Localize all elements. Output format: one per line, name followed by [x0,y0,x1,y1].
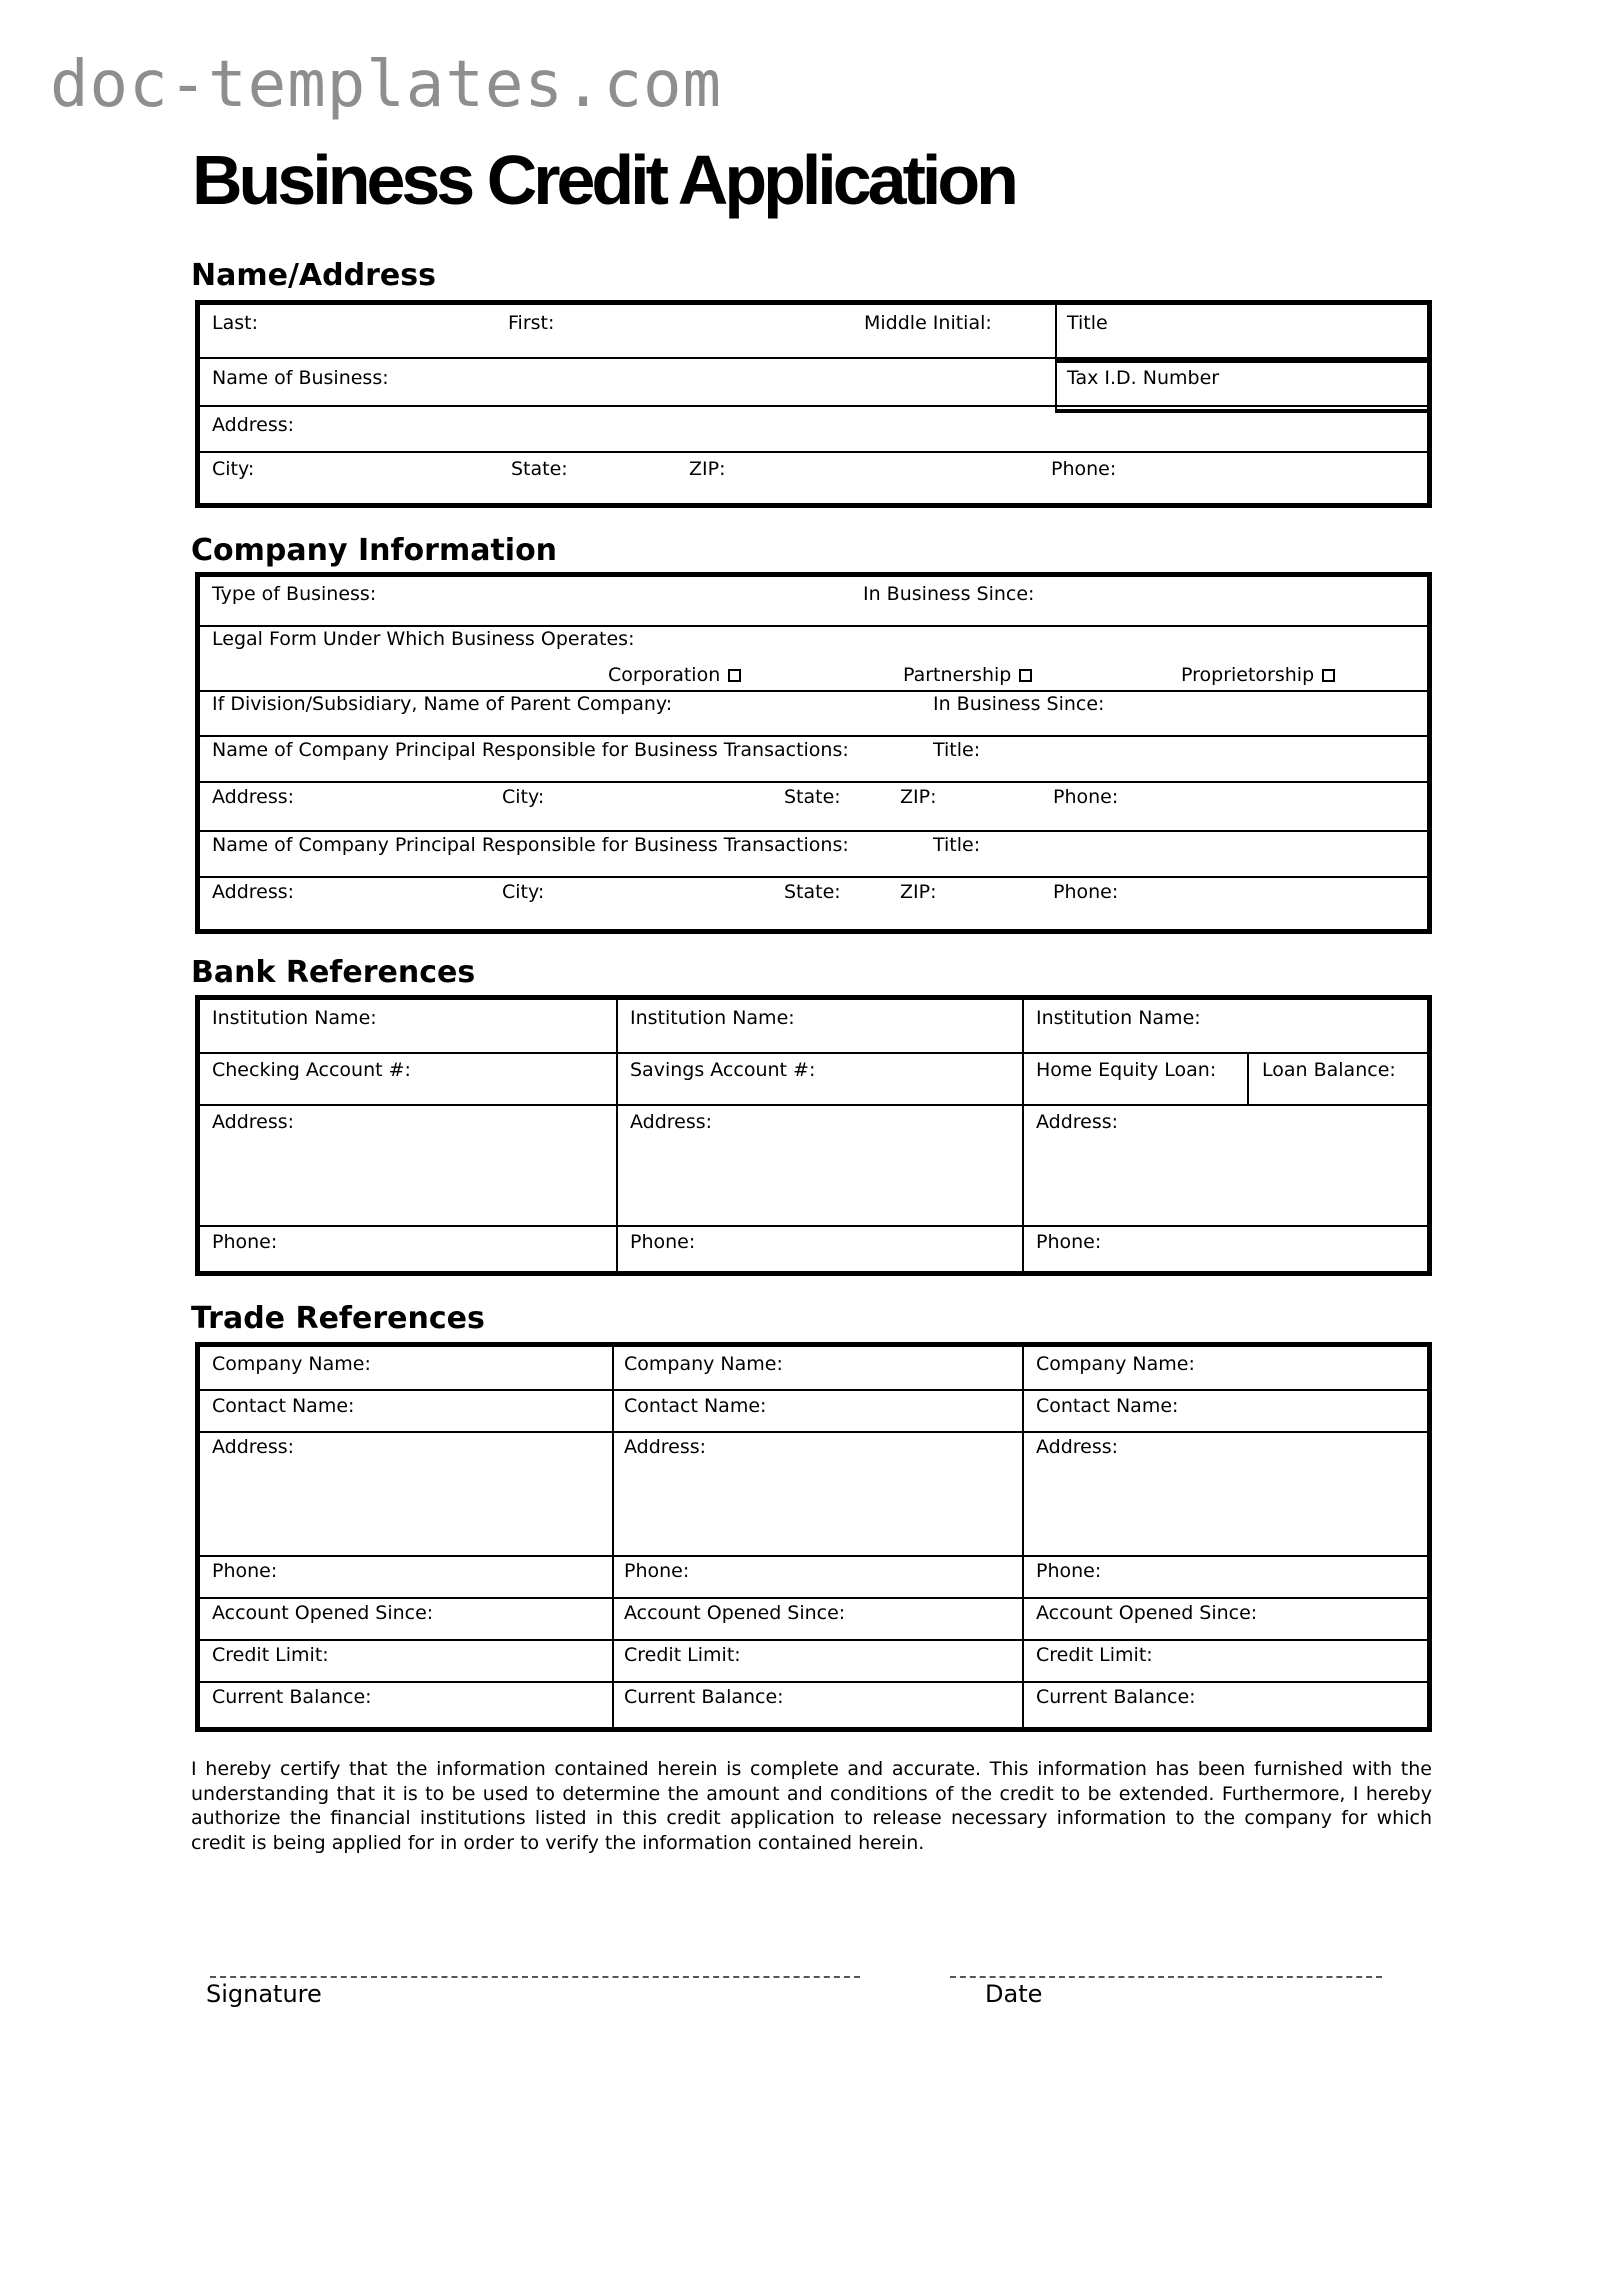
divider [200,876,1427,878]
divider [1055,409,1427,413]
signature-line[interactable] [210,1976,860,1978]
principal-1-state-field[interactable]: State: [784,786,841,808]
address-field[interactable]: Address: [212,414,295,436]
bank-3-address-field[interactable]: Address: [1036,1111,1119,1133]
trade-1-current-balance-field[interactable]: Current Balance: [212,1686,372,1708]
corporation-checkbox[interactable] [728,669,741,682]
trade-3-phone-field[interactable]: Phone: [1036,1560,1102,1582]
title-field[interactable]: Title [1067,312,1108,334]
section-title-name-address: Name/Address [191,258,436,293]
divider [200,1639,1427,1641]
principal-1-title-field[interactable]: Title: [933,739,981,761]
trade-2-contact-field[interactable]: Contact Name: [624,1395,767,1417]
middle-initial-field[interactable]: Middle Initial: [864,312,992,334]
divider [200,1052,1427,1054]
savings-account-field[interactable]: Savings Account #: [630,1059,816,1081]
trade-3-contact-field[interactable]: Contact Name: [1036,1395,1179,1417]
company-info-box [195,572,1432,934]
trade-3-company-field[interactable]: Company Name: [1036,1353,1195,1375]
divider [612,1347,614,1727]
bank-2-phone-field[interactable]: Phone: [630,1231,696,1253]
bank-3-institution-field[interactable]: Institution Name: [1036,1007,1201,1029]
phone-field[interactable]: Phone: [1051,458,1117,480]
signature-label: Signature [206,1980,322,2008]
loan-balance-field[interactable]: Loan Balance: [1262,1059,1396,1081]
type-of-business-field[interactable]: Type of Business: [212,583,377,605]
divider [200,781,1427,783]
principal-1-address-field[interactable]: Address: [212,786,295,808]
first-name-field[interactable]: First: [508,312,555,334]
principal-2-state-field[interactable]: State: [784,881,841,903]
zip-field[interactable]: ZIP: [689,458,726,480]
trade-1-company-field[interactable]: Company Name: [212,1353,371,1375]
divider [1022,1000,1024,1271]
principal-1-zip-field[interactable]: ZIP: [900,786,937,808]
divider [1055,359,1427,363]
divider [200,405,1427,407]
principal-2-phone-field[interactable]: Phone: [1053,881,1119,903]
last-name-field[interactable]: Last: [212,312,258,334]
proprietorship-label: Proprietorship [1181,664,1315,686]
trade-1-phone-field[interactable]: Phone: [212,1560,278,1582]
proprietorship-option[interactable] [1181,664,1335,686]
trade-2-company-field[interactable]: Company Name: [624,1353,783,1375]
home-equity-loan-field[interactable]: Home Equity Loan: [1036,1059,1217,1081]
partnership-checkbox[interactable] [1019,669,1032,682]
in-business-since-field[interactable]: In Business Since: [863,583,1035,605]
divider [200,1555,1427,1557]
checking-account-field[interactable]: Checking Account #: [212,1059,411,1081]
corporation-option[interactable] [608,664,741,686]
trade-3-opened-field[interactable]: Account Opened Since: [1036,1602,1258,1624]
partnership-option[interactable] [903,664,1032,686]
legal-form-label: Legal Form Under Which Business Operates: [212,628,635,650]
parent-in-business-since-field[interactable]: In Business Since: [933,693,1105,715]
trade-3-address-field[interactable]: Address: [1036,1436,1119,1458]
principal-1-phone-field[interactable]: Phone: [1053,786,1119,808]
watermark: doc-templates.com [50,48,723,122]
parent-company-field[interactable]: If Division/Subsidiary, Name of Parent Company: [212,693,673,715]
trade-references-box [195,1342,1432,1732]
trade-2-current-balance-field[interactable]: Current Balance: [624,1686,784,1708]
divider [200,625,1427,627]
divider [200,1681,1427,1683]
divider [200,1597,1427,1599]
divider [200,735,1427,737]
trade-3-credit-limit-field[interactable]: Credit Limit: [1036,1644,1153,1666]
principal-2-title-field[interactable]: Title: [933,834,981,856]
business-name-field[interactable]: Name of Business: [212,367,389,389]
principal-2-city-field[interactable]: City: [502,881,545,903]
trade-2-phone-field[interactable]: Phone: [624,1560,690,1582]
divider [1247,1052,1249,1104]
trade-2-address-field[interactable]: Address: [624,1436,707,1458]
section-title-company-information: Company Information [191,533,558,568]
bank-1-address-field[interactable]: Address: [212,1111,295,1133]
principal-1-city-field[interactable]: City: [502,786,545,808]
divider [200,1389,1427,1391]
bank-references-box [195,995,1432,1276]
divider [1022,1347,1024,1727]
divider [200,1225,1427,1227]
trade-1-opened-field[interactable]: Account Opened Since: [212,1602,434,1624]
divider [200,690,1427,692]
state-field[interactable]: State: [511,458,568,480]
tax-id-field[interactable]: Tax I.D. Number [1067,367,1220,389]
bank-3-phone-field[interactable]: Phone: [1036,1231,1102,1253]
principal-1-name-field[interactable]: Name of Company Principal Responsible for Business Transactions: [212,739,849,761]
date-line[interactable] [950,1976,1382,1978]
trade-2-credit-limit-field[interactable]: Credit Limit: [624,1644,741,1666]
section-title-bank-references: Bank References [191,955,476,990]
partnership-label: Partnership [903,664,1012,686]
bank-1-phone-field[interactable]: Phone: [212,1231,278,1253]
bank-2-institution-field[interactable]: Institution Name: [630,1007,795,1029]
bank-2-address-field[interactable]: Address: [630,1111,713,1133]
principal-2-address-field[interactable]: Address: [212,881,295,903]
principal-2-name-field[interactable]: Name of Company Principal Responsible for Business Transactions: [212,834,849,856]
corporation-label: Corporation [608,664,721,686]
trade-3-current-balance-field[interactable]: Current Balance: [1036,1686,1196,1708]
trade-1-credit-limit-field[interactable]: Credit Limit: [212,1644,329,1666]
section-title-trade-references: Trade References [191,1301,485,1336]
date-label: Date [985,1980,1043,2008]
divider [616,1000,618,1271]
divider [200,451,1427,453]
trade-1-contact-field[interactable]: Contact Name: [212,1395,355,1417]
divider [200,830,1427,832]
trade-2-opened-field[interactable]: Account Opened Since: [624,1602,846,1624]
divider [200,1104,1427,1106]
trade-1-address-field[interactable]: Address: [212,1436,295,1458]
city-field[interactable]: City: [212,458,255,480]
certification-text: I hereby certify that the information contained herein is complete and accurate. This information has been furnished with the understanding that it is to be used to determine the amount and conditions of the credit to be extended. Furthermore, I hereby authorize the financial institutions listed in this credit application to release necessary information to the company for which credit is being applied for in order to verify the information contained herein. [191,1758,1432,1854]
principal-2-zip-field[interactable]: ZIP: [900,881,937,903]
bank-1-institution-field[interactable]: Institution Name: [212,1007,377,1029]
page-title: Business Credit Application [192,141,1015,219]
name-address-box [195,300,1432,508]
proprietorship-checkbox[interactable] [1322,669,1335,682]
divider [200,1431,1427,1433]
